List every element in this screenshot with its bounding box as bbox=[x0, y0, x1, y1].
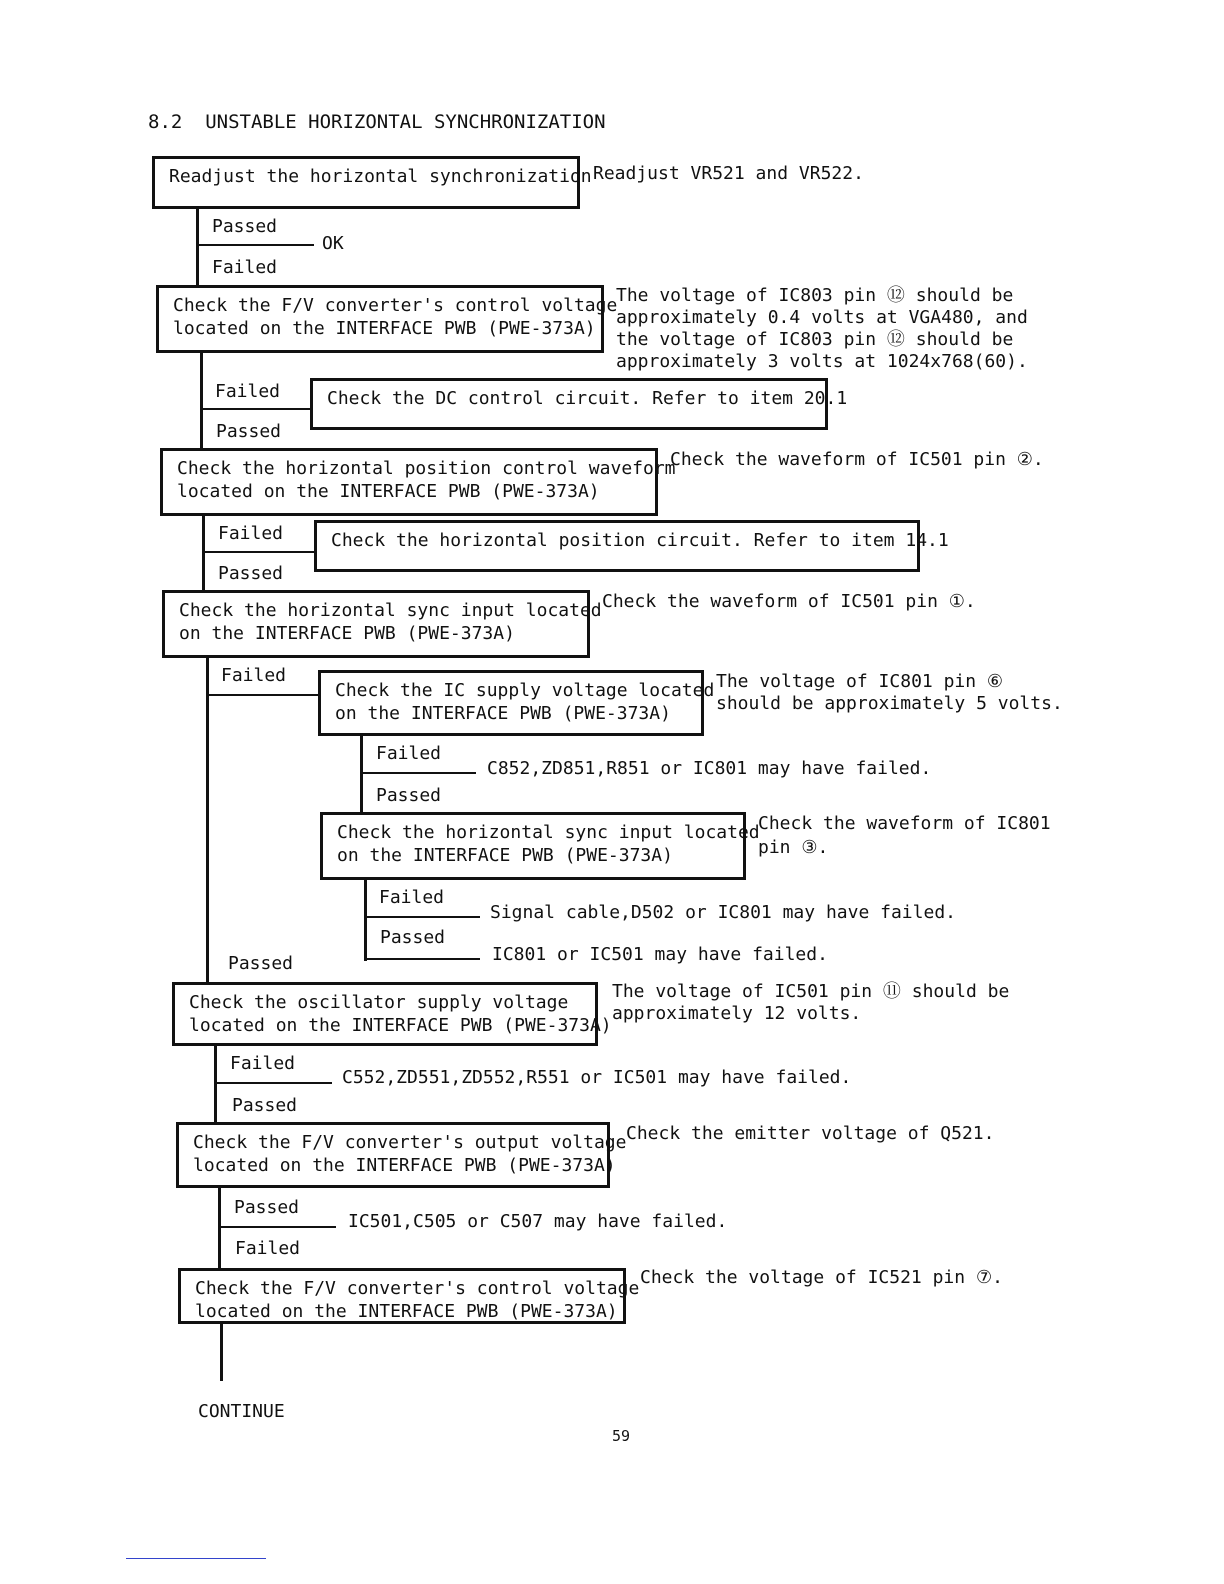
flow-branch bbox=[204, 551, 316, 553]
failed-label: Failed bbox=[379, 887, 445, 908]
failed-label: Failed bbox=[221, 665, 287, 686]
step-box-line: on the INTERFACE PWB (PWE-373A) bbox=[179, 623, 515, 644]
result-text: C852,ZD851,R851 or IC801 may have failed. bbox=[487, 758, 932, 779]
flow-branch bbox=[198, 244, 314, 246]
flow-line bbox=[200, 352, 203, 456]
step-note: Check the waveform of IC801 bbox=[758, 813, 1051, 834]
step-box-line: Check the horizontal sync input located bbox=[179, 600, 602, 621]
continue-label: CONTINUE bbox=[198, 1401, 285, 1422]
passed-label: Passed bbox=[218, 563, 284, 584]
step-note: The voltage of IC803 pin ⑫ should be bbox=[616, 285, 1014, 306]
result-text: Signal cable,D502 or IC801 may have failed. bbox=[490, 902, 956, 923]
failed-label: Failed bbox=[376, 743, 442, 764]
step-box-line: located on the INTERFACE PWB (PWE-373A) bbox=[177, 481, 600, 502]
flow-branch bbox=[362, 772, 476, 774]
failed-label: Failed bbox=[218, 523, 284, 544]
failed-label: Failed bbox=[235, 1238, 301, 1259]
step-box-line: located on the INTERFACE PWB (PWE-373A) bbox=[189, 1015, 612, 1036]
step-note: Check the emitter voltage of Q521. bbox=[626, 1123, 995, 1144]
step-box-line: Check the horizontal sync input located bbox=[337, 822, 760, 843]
step-box-line: on the INTERFACE PWB (PWE-373A) bbox=[335, 703, 671, 724]
ok-label: OK bbox=[322, 233, 344, 254]
step-box-line: Check the horizontal position circuit. Refer to item 14.1 bbox=[331, 530, 949, 551]
step-box-line: Check the DC control circuit. Refer to item 20.1 bbox=[327, 388, 848, 409]
step-note: The voltage of IC501 pin ⑪ should be bbox=[612, 981, 1010, 1002]
footer-rule bbox=[126, 1558, 266, 1559]
passed-label: Passed bbox=[376, 785, 442, 806]
step-box-line: Check the F/V converter's control voltage bbox=[173, 295, 618, 316]
result-text: C552,ZD551,ZD552,R551 or IC501 may have failed. bbox=[342, 1067, 852, 1088]
flow-line bbox=[202, 515, 205, 597]
step-box-readjust-sync bbox=[152, 156, 592, 209]
flow-branch bbox=[208, 694, 320, 696]
flow-branch bbox=[366, 916, 480, 918]
step-box-h-sync-input bbox=[162, 590, 602, 658]
step-note: Check the voltage of IC521 pin ⑦. bbox=[640, 1267, 1003, 1288]
flow-branch bbox=[220, 1226, 336, 1228]
page-number: 59 bbox=[612, 1427, 631, 1445]
step-box-line: on the INTERFACE PWB (PWE-373A) bbox=[337, 845, 673, 866]
step-box-line: Readjust the horizontal synchronization bbox=[169, 166, 592, 187]
passed-label: Passed bbox=[216, 421, 282, 442]
step-box-h-position-waveform bbox=[160, 448, 676, 516]
passed-label: Passed bbox=[228, 953, 294, 974]
passed-label: Passed bbox=[380, 927, 446, 948]
step-note: approximately 12 volts. bbox=[612, 1003, 862, 1024]
failed-label: Failed bbox=[215, 381, 281, 402]
flow-line bbox=[214, 1045, 217, 1127]
step-note: approximately 0.4 volts at VGA480, and bbox=[616, 307, 1028, 328]
step-note: The voltage of IC801 pin ⑥ bbox=[716, 671, 1004, 692]
failed-label: Failed bbox=[230, 1053, 296, 1074]
section-title: 8.2 UNSTABLE HORIZONTAL SYNCHRONIZATION bbox=[148, 111, 606, 133]
flow-line bbox=[364, 879, 367, 961]
step-box-fv-control-voltage bbox=[156, 285, 618, 353]
step-box-line: Check the oscillator supply voltage bbox=[189, 992, 569, 1013]
step-box-line: located on the INTERFACE PWB (PWE-373A) bbox=[193, 1155, 616, 1176]
flow-branch bbox=[216, 1082, 332, 1084]
step-box-fv-control-voltage-2 bbox=[178, 1268, 640, 1324]
step-box-line: Check the F/V converter's output voltage bbox=[193, 1132, 627, 1153]
step-box-h-position-circuit bbox=[314, 520, 949, 572]
step-box-line: Check the IC supply voltage located bbox=[335, 680, 715, 701]
step-note: Check the waveform of IC501 pin ①. bbox=[602, 591, 976, 612]
step-note: approximately 3 volts at 1024x768(60). bbox=[616, 351, 1028, 372]
step-box-h-sync-input-ic801 bbox=[320, 812, 760, 880]
step-box-oscillator-supply bbox=[172, 982, 612, 1046]
result-text: IC501,C505 or C507 may have failed. bbox=[348, 1211, 728, 1232]
step-box-dc-control bbox=[310, 378, 848, 430]
flow-branch bbox=[202, 408, 312, 410]
flow-branch bbox=[366, 958, 480, 960]
flow-line bbox=[360, 735, 363, 817]
step-note: the voltage of IC803 pin ⑫ should be bbox=[616, 329, 1014, 350]
flow-line bbox=[196, 208, 199, 288]
step-note: should be approximately 5 volts. bbox=[716, 693, 1063, 714]
step-box-ic-supply-voltage bbox=[318, 670, 715, 736]
flow-line bbox=[206, 657, 209, 987]
flow-line bbox=[220, 1323, 223, 1381]
step-note: Check the waveform of IC501 pin ②. bbox=[670, 449, 1044, 470]
step-box-line: Check the F/V converter's control voltage bbox=[195, 1278, 640, 1299]
passed-label: Passed bbox=[234, 1197, 300, 1218]
step-note: Readjust VR521 and VR522. bbox=[593, 163, 864, 184]
flow-line bbox=[218, 1187, 221, 1271]
step-box-line: located on the INTERFACE PWB (PWE-373A) bbox=[195, 1301, 618, 1322]
step-box-line: located on the INTERFACE PWB (PWE-373A) bbox=[173, 318, 596, 339]
step-box-line: Check the horizontal position control waveform bbox=[177, 458, 676, 479]
failed-label: Failed bbox=[212, 257, 278, 278]
result-text: IC801 or IC501 may have failed. bbox=[492, 944, 828, 965]
passed-label: Passed bbox=[232, 1095, 298, 1116]
passed-label: Passed bbox=[212, 216, 278, 237]
step-box-fv-output-voltage bbox=[176, 1122, 627, 1188]
step-note: pin ③. bbox=[758, 837, 829, 858]
